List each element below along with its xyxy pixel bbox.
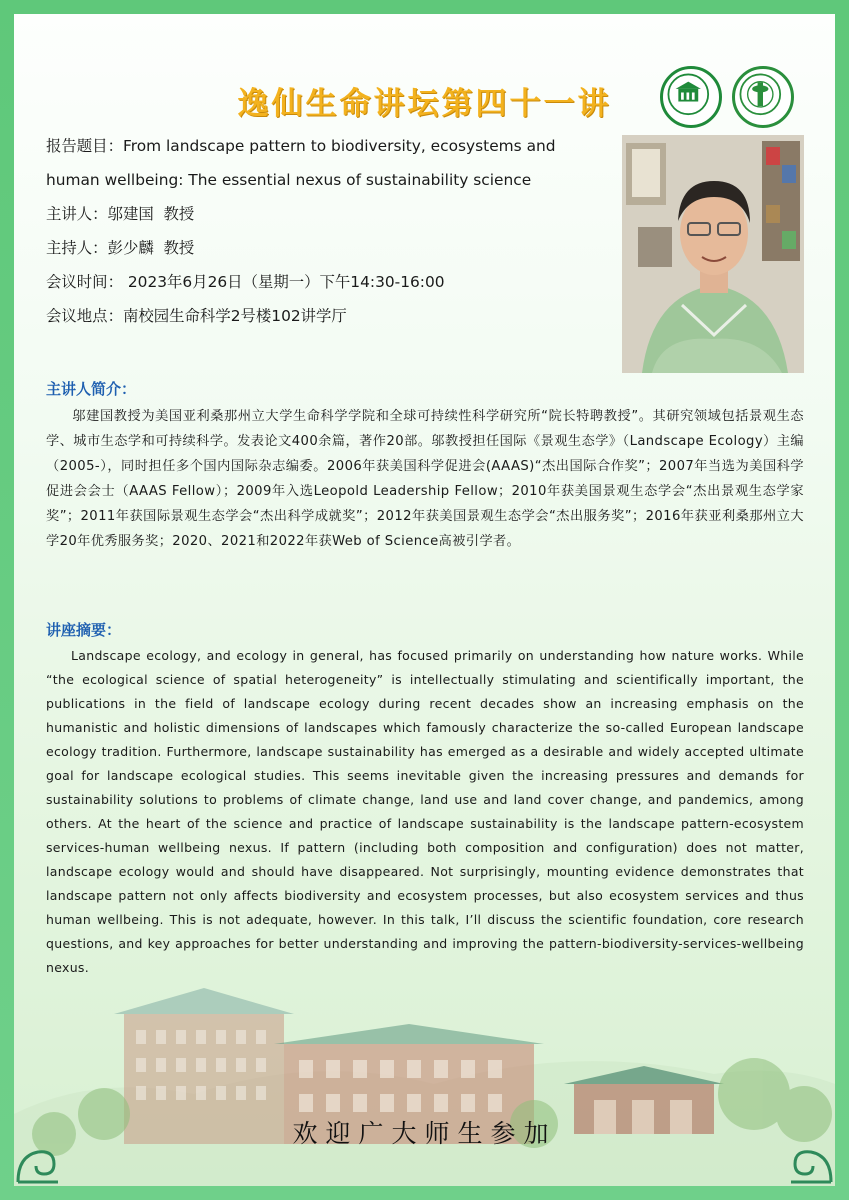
venue-value: 南校园生命科学2号楼102讲学厅 [122,307,347,325]
welcome-text: 欢迎广大师生参加 [292,1119,557,1148]
topic-row [46,129,606,197]
corner-ornament-left-icon [14,1142,62,1186]
school-logo-icon [660,66,722,128]
poster [14,14,835,1186]
lab-logo-icon [732,66,794,128]
speaker-row [46,197,606,231]
time-row [46,265,606,299]
host-row [46,231,606,265]
host-value: 彭少麟 教授 [107,239,195,257]
host-label: 主持人： [46,239,108,257]
abstract-heading: 讲座摘要： [46,621,122,639]
venue-row [46,299,606,333]
speaker-label: 主讲人： [46,205,108,223]
time-label: 会议时间： [46,273,123,291]
speaker-value: 邬建国 教授 [107,205,195,223]
topic-label: 报告题目： [46,137,123,155]
poster-title: 逸仙生命讲坛第四十一讲 [237,86,612,122]
campus-buildings-illustration [14,974,835,1186]
lecture-info [46,129,606,333]
bio-text: 邬建国教授为美国亚利桑那州立大学生命科学学院和全球可持续性科学研究所“院长特聘教授”。其研究领域包括景观生态学、城市生态学和可持续科学。发表论文400余篇，著作20部。邬教授担任国际《景观生态学》（Landscape Ecology）主编（2005-），同时担任多个国内国际杂志编委。2006年获美国科学促进会(AAAS)“杰出国际合作奖”；2007年当选为美国科学促进会会士（AAAS Fellow）；2009年入选Leopold Leadership Fellow；2010年获美国景观生态学会“杰出景观生态学家奖”；2011年获国际景观生态学会“杰出科学成就奖”；2012年获美国景观生态学会“杰出服务奖”；2016年获亚利桑那州立大学20年优秀服务奖；2020、2021和2022年获Web of Science高被引学者。 [46,409,804,549]
venue-label: 会议地点： [46,307,123,325]
topic-value: From landscape pattern to biodiversity, ecosystems and human wellbeing: The essential nexus of sustainability science [46,137,556,189]
corner-ornament-right-icon [787,1142,835,1186]
abstract-text: Landscape ecology, and ecology in general, has focused primarily on understanding how nature works. While “the ecological science of spatial heterogeneity” is intellectually stimulating and scientifically important, the publications in the field of landscape ecology during recent decades show an increasing emphasis on the humanistic and holistic dimensions of landscapes which famously characterize the so-called European landscape ecology tradition. Furthermore, landscape sustainability has emerged as a desirable and widely accepted ultimate goal for landscape ecological studies. This seems inevitable given the increasing pressures and demands for sustainability solutions to problems of climate change, land use and land cover change, and pandemics, among others. At the heart of the science and practice of landscape sustainability is the landscape pattern-ecosystem services-human wellbeing nexus. If pattern (including both composition and configuration) does not matter, landscape ecology would and should have disappeared. Not surprisingly, mounting evidence demonstrates that landscape pattern not only affects biodiversity and ecosystem processes, but also ecosystem services and thus human wellbeing. This is not adequate, however. In this talk, I’ll discuss the scientific foundation, core research questions, and key approaches for better understanding and improving the pattern-biodiversity-services-wellbeing nexus. [46,648,804,975]
speaker-photo [622,135,804,373]
bio-heading: 主讲人简介： [46,380,137,398]
time-value: 2023年6月26日（星期一）下午14:30-16:00 [122,273,445,291]
